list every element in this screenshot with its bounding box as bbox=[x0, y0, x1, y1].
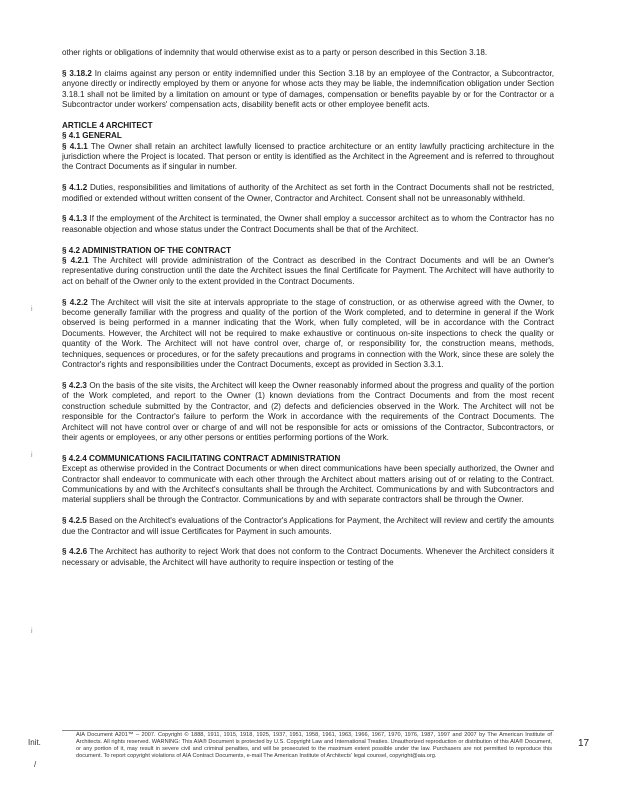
section-number: § 4.2.3 bbox=[62, 380, 87, 390]
paragraph-text: In claims against any person or entity indemnified under this Section 3.18 by an employee of the Contractor, a Subcontractor, anyone directly or indirectly employed by them or anyone for whose acts they may be liable, the indemnification obligation under Section 3.18.1 shall not be limited by a limitation on amount or type of damages, compensation or benefits payable by or for the Contractor or a Subcontractor under workers' compensation acts, disability benefit acts or other employee benefit acts. bbox=[62, 68, 554, 110]
paragraph-text: If the employment of the Architect is terminated, the Owner shall employ a successor architect as to whom the Contractor has no reasonable objection and whose status under the Contract Documents shall be that of the Architect. bbox=[62, 214, 554, 234]
paragraph-4-2-3 bbox=[62, 381, 554, 443]
section-number: § 4.1.1 bbox=[62, 141, 88, 151]
paragraph-text: The Architect will provide administration of the Contract as described in the Contract Documents and will be an Owner's representative during construction until the date the Architect issues the final Certificate for Payment. The Architect will have authority to act on behalf of the Owner only to the extent provided in the Contract Documents. bbox=[62, 256, 554, 286]
paragraph-4-1-2 bbox=[62, 183, 554, 204]
footer-divider bbox=[62, 730, 554, 731]
paragraph-3-18-2 bbox=[62, 69, 554, 111]
paragraph-4-2-1 bbox=[62, 256, 554, 287]
section-number: § 4.2.1 bbox=[62, 256, 89, 266]
article-4-heading: ARTICLE 4 ARCHITECT bbox=[62, 120, 153, 130]
paragraph-text: Duties, responsibilities and limitations of authority of the Architect as set forth in the Contract Documents shall not be restricted, modified or extended without written consent of the Owner, Contractor and Architect. Consent shall not be unreasonably withheld. bbox=[62, 183, 554, 203]
paragraph-4-1-3 bbox=[62, 214, 554, 235]
section-number: § 3.18.2 bbox=[62, 68, 92, 78]
page-footer bbox=[0, 726, 619, 800]
paragraph-4-2-5 bbox=[62, 516, 554, 537]
paragraph-text: other rights or obligations of indemnity that would otherwise exist as to a party or person described in this Section 3.18. bbox=[62, 48, 488, 57]
initials-slash: / bbox=[34, 760, 37, 769]
paragraph-4-2-2 bbox=[62, 298, 554, 371]
margin-mark: i bbox=[31, 306, 33, 313]
paragraph-4-1-1 bbox=[62, 142, 554, 173]
paragraph-text: Based on the Architect's evaluations of the Contractor's Applications for Payment, the Architect will review and certify the amounts due the Contractor and will issue Certificates for Payment in such amounts. bbox=[62, 516, 554, 536]
paragraph-text: On the basis of the site visits, the Architect will keep the Owner reasonably informed about the progress and quality of the portion of the Work completed, and report to the Owner (1) known deviations from the Contract Documents and from the most recent construction schedule submitted by the Contractor, and (2) defects and deficiencies observed in the Work. The Architect will not be responsible for the Contractor's failure to perform the Work in accordance with the requirements of the Contract Documents. The Architect will not have control over or charge of and will not be responsible for acts or omissions of the Contractor, Subcontractors, or their agents or employees, or any other persons or entities performing portions of the Work. bbox=[62, 380, 554, 442]
paragraph-text: The Architect has authority to reject Work that does not conform to the Contract Documents. Whenever the Architect considers it necessary or advisable, the Architect will have authority to require inspection or testing of the bbox=[62, 547, 554, 567]
paragraph-intro bbox=[62, 48, 554, 58]
section-number: § 4.1.2 bbox=[62, 183, 88, 193]
document-body bbox=[62, 48, 554, 579]
initials-label: Init. bbox=[28, 738, 41, 747]
section-4-1-heading: § 4.1 GENERAL bbox=[62, 131, 122, 141]
paragraph-4-2-6 bbox=[62, 547, 554, 568]
section-number: § 4.1.3 bbox=[62, 214, 87, 224]
copyright-notice: AIA Document A201™ – 2007. Copyright © 1888, 1911, 1915, 1918, 1925, 1937, 1951, 1958, 1961, 1963, 1966, 1967, 1970, 1976, 1987, 1997 and 2007 by The American Institute of Architects. All rights reserved. WARNING: This AIA® Document is protected by U.S. Copyright Law and International Treaties. Unauthorized reproduction or distribution of this AIA® Document, or any portion of it, may result in severe civil and criminal penalties, and will be prosecuted to the maximum extent possible under the law. Purchasers are not permitted to reproduce this document. To report copyright violations of AIA Contract Documents, e-mail The American Institute of Architects' legal counsel, copyright@aia.org. bbox=[76, 732, 552, 759]
section-4-2-4-heading: § 4.2.4 COMMUNICATIONS FACILITATING CONTRACT ADMINISTRATION bbox=[62, 453, 341, 463]
section-number: § 4.2.5 bbox=[62, 516, 87, 526]
page-number: 17 bbox=[578, 738, 590, 749]
paragraph-text: The Owner shall retain an architect lawfully licensed to practice architecture or an entity lawfully practicing architecture in the jurisdiction where the Project is located. That person or entity is identified as the Architect in the Agreement and is referred to throughout the Contract Documents as if singular in number. bbox=[62, 141, 554, 172]
paragraph-4-2-4 bbox=[62, 464, 554, 506]
paragraph-text: The Architect will visit the site at intervals appropriate to the stage of construction, or as otherwise agreed with the Owner, to become generally familiar with the progress and quality of the portion of the Work completed, and to determine in general if the Work observed is being performed in a manner indicating that the Work, when fully completed, will be in accordance with the Contract Documents. However, the Architect will not be required to make exhaustive or continuous on-site inspections to check the quality or quantity of the Work. The Architect will not have control over, charge of, or responsibility for, the construction means, methods, techniques, sequences or procedures, or for the safety precautions and programs in connection with the Work, since these are solely the Contractor's rights and responsibilities under the Contract Documents, except as provided in Section 3.3.1. bbox=[62, 297, 554, 370]
margin-mark: i bbox=[31, 452, 33, 459]
section-number: § 4.2.2 bbox=[62, 297, 88, 307]
margin-mark: i bbox=[31, 628, 33, 635]
section-4-2-heading: § 4.2 ADMINISTRATION OF THE CONTRACT bbox=[62, 245, 232, 255]
section-number: § 4.2.6 bbox=[62, 547, 88, 557]
paragraph-text: Except as otherwise provided in the Contract Documents or when direct communications have been specially authorized, the Owner and Contractor shall endeavor to communicate with each other through the Architect about matters arising out of or relating to the Contract. Communications by and with the Architect's consultants shall be through the Architect. Communications by and with Subcontractors and material suppliers shall be through the Contractor. Communications by and with separate contractors shall be through the Owner. bbox=[62, 464, 554, 505]
